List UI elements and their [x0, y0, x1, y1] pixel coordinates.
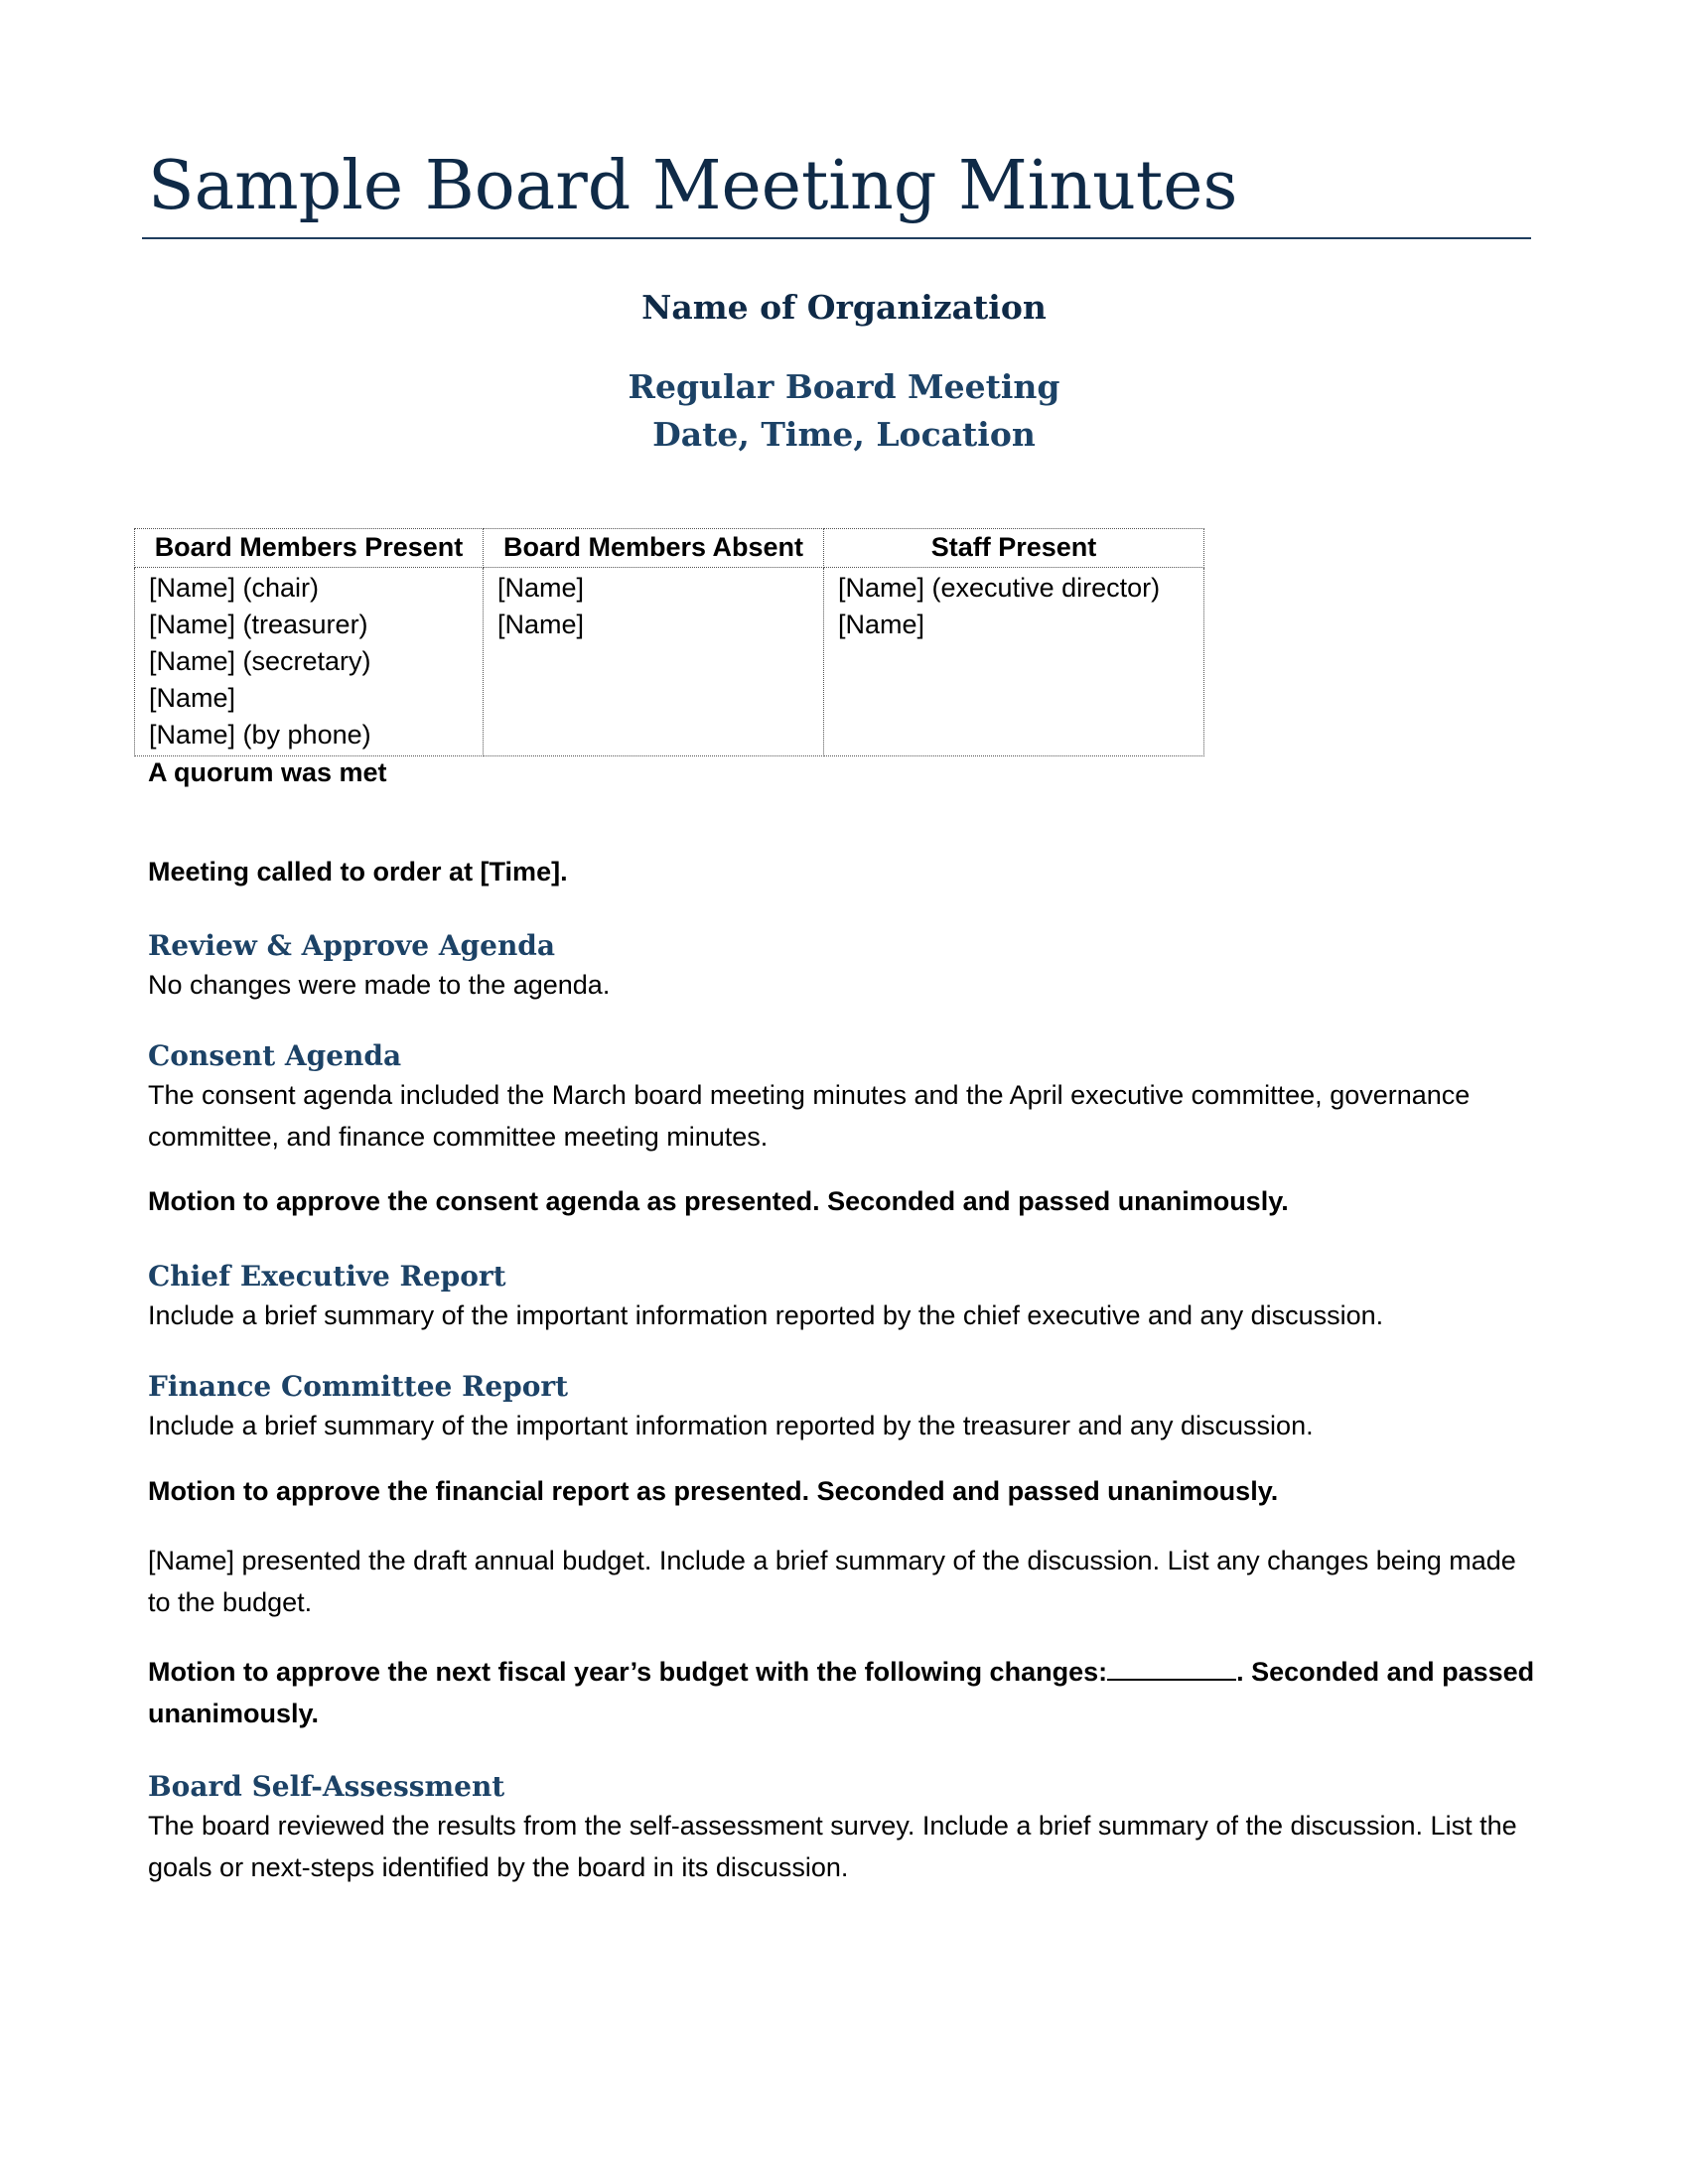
meeting-type: Regular Board Meeting: [628, 367, 1060, 406]
staff-member: [Name] (executive director): [838, 573, 1161, 603]
absent-member: [Name]: [497, 610, 585, 639]
section-paragraph: The consent agenda included the March board meeting minutes and the April executive committee, governance committee, and finance committee meeting minutes.: [148, 1080, 1471, 1152]
header-present: Board Members Present: [135, 529, 484, 568]
attendance-row: [135, 568, 1204, 756]
section-review-agenda: [148, 928, 1538, 1006]
budget-paragraph: [Name] presented the draft annual budget. Include a brief summary of the discussion. List any changes being made to the budget.: [148, 1546, 1516, 1617]
section-paragraph: Include a brief summary of the important information reported by the treasurer and any discussion.: [148, 1411, 1314, 1440]
section-chief-executive-report: [148, 1259, 1538, 1336]
section-paragraph: The board reviewed the results from the self-assessment survey. Include a brief summary of the discussion. List the goals or next-steps identified by the board in its discussion.: [148, 1811, 1517, 1882]
section-heading: Review & Approve Agenda: [148, 929, 556, 962]
present-cell: [135, 568, 484, 756]
section-paragraph: Include a brief summary of the important information reported by the chief executive and any discussion.: [148, 1300, 1384, 1330]
absent-cell: [484, 568, 824, 756]
call-to-order: Meeting called to order at [Time].: [148, 857, 568, 887]
section-paragraph: No changes were made to the agenda.: [148, 970, 611, 1000]
budget-motion-text: Motion to approve the next fiscal year’s budget with the following changes:: [148, 1657, 1108, 1687]
meeting-info: [0, 363, 1688, 459]
present-member: [Name] (treasurer): [149, 610, 368, 639]
section-finance-committee-report: [148, 1369, 1538, 1446]
present-member: [Name] (by phone): [149, 720, 371, 750]
title-divider: [142, 237, 1531, 239]
section-heading: Board Self-Assessment: [148, 1770, 505, 1803]
present-member: [Name] (chair): [149, 573, 320, 603]
header-absent: Board Members Absent: [484, 529, 824, 568]
header-staff: Staff Present: [824, 529, 1204, 568]
document-title: Sample Board Meeting Minutes: [148, 147, 1238, 225]
attendance-table: [134, 528, 1204, 756]
staff-member: [Name]: [838, 610, 925, 639]
section-board-self-assessment: [148, 1769, 1538, 1888]
budget-motion: [148, 1651, 1538, 1734]
absent-member: [Name]: [497, 573, 585, 603]
consent-motion: Motion to approve the consent agenda as presented. Seconded and passed unanimously.: [148, 1186, 1289, 1216]
organization-name: Name of Organization: [641, 288, 1047, 327]
meeting-details: Date, Time, Location: [652, 415, 1036, 454]
attendance-header-row: [135, 529, 1204, 568]
present-member: [Name]: [149, 683, 236, 713]
section-heading: Chief Executive Report: [148, 1260, 506, 1293]
budget-changes-blank: [1107, 1653, 1236, 1681]
staff-cell: [824, 568, 1204, 756]
budget-motion-text-end: . Seconded and passed unanimously.: [148, 1657, 1535, 1728]
financial-report-motion: Motion to approve the financial report as presented. Seconded and passed unanimously.: [148, 1476, 1279, 1506]
section-consent-agenda: [148, 1038, 1538, 1158]
section-heading: Consent Agenda: [148, 1039, 402, 1072]
quorum-statement: A quorum was met: [148, 757, 387, 787]
present-member: [Name] (secretary): [149, 646, 371, 676]
section-heading: Finance Committee Report: [148, 1370, 569, 1403]
